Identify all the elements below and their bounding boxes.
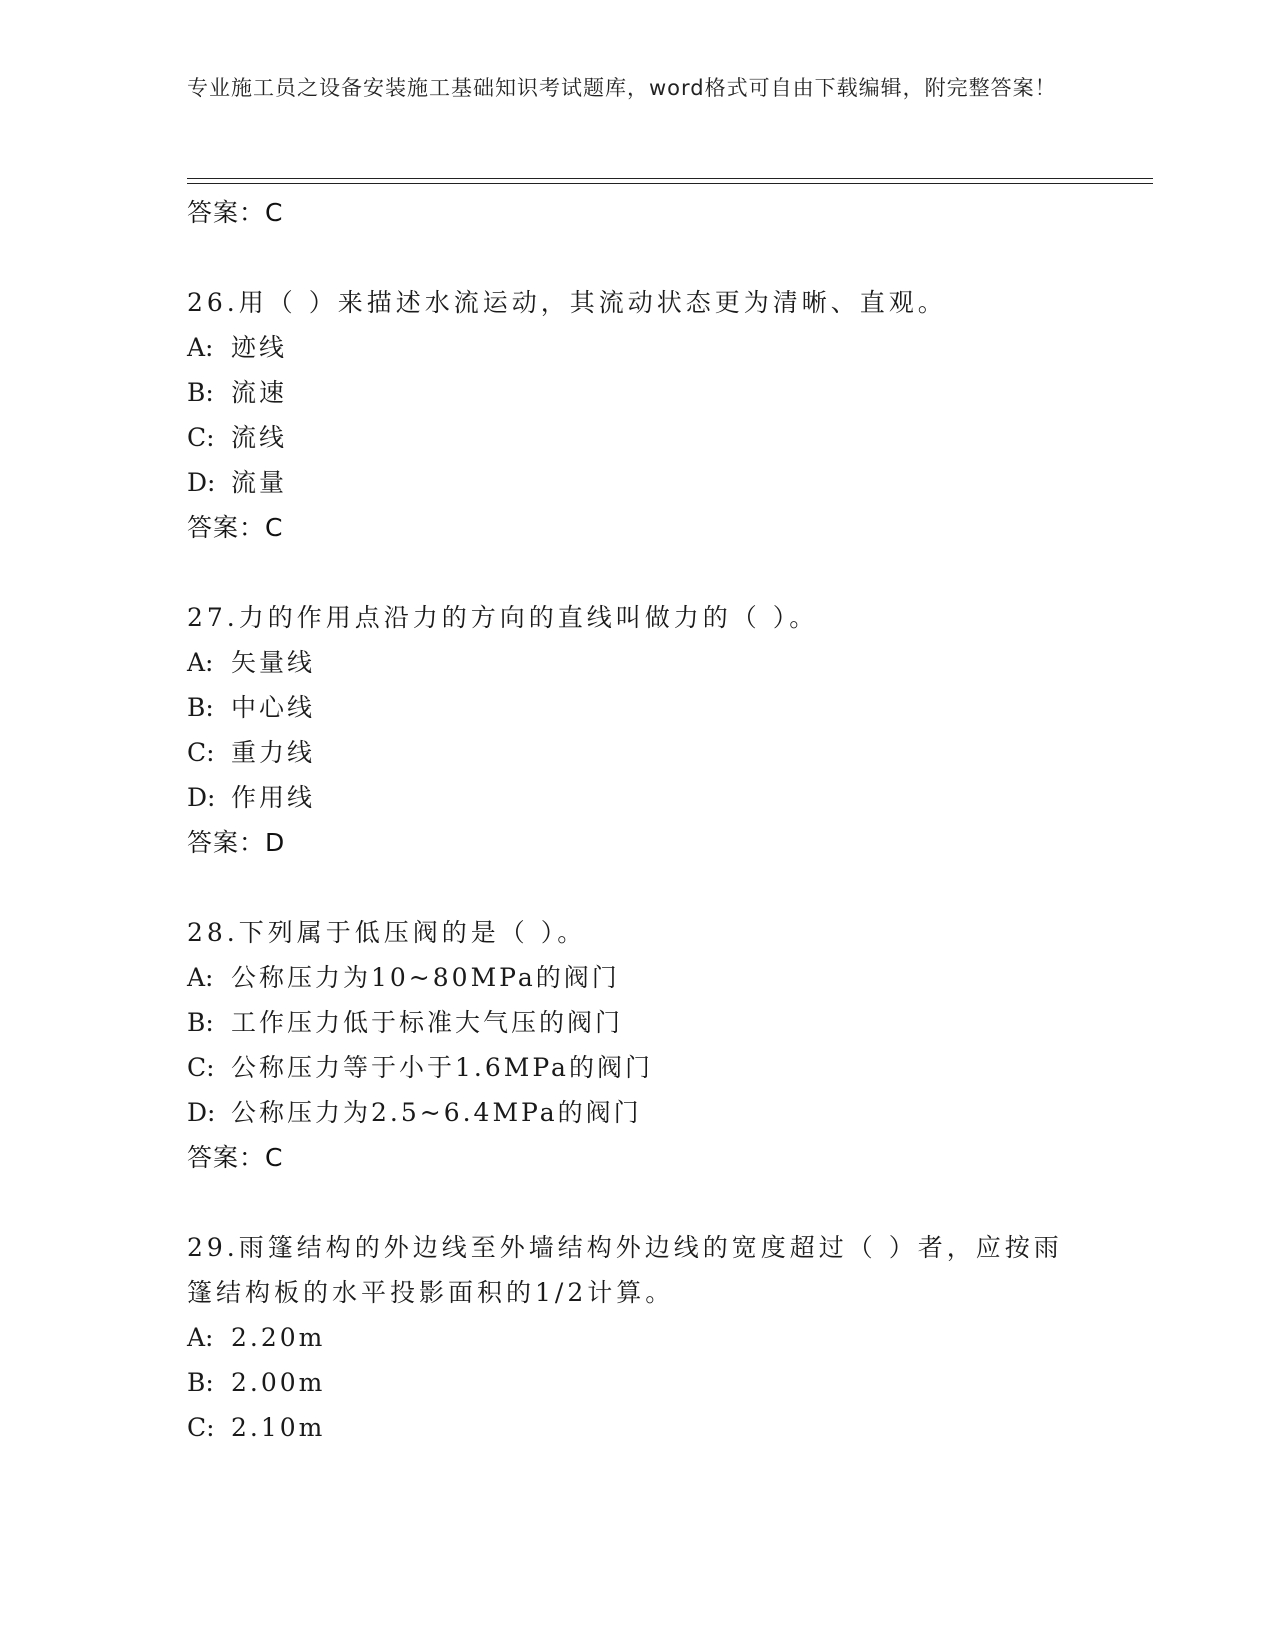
document-header: 专业施工员之设备安装施工基础知识考试题库，word格式可自由下载编辑，附完整答案！ (187, 76, 1057, 100)
option-a (187, 955, 1147, 1000)
option-c (187, 1405, 1147, 1450)
option-text: 流速 (231, 378, 288, 407)
option-label: C: (187, 423, 215, 452)
option-text: 流线 (231, 423, 288, 452)
option-label: C: (187, 738, 215, 767)
option-c (187, 1045, 1147, 1090)
option-label: B: (187, 1368, 214, 1397)
option-label: C: (187, 1413, 215, 1442)
option-label: A: (187, 963, 214, 992)
option-text: 公称压力为2.5~6.4MPa的阀门 (231, 1098, 642, 1127)
option-label: A: (187, 648, 214, 677)
option-c (187, 415, 1147, 460)
answer-line: 答案：D (187, 828, 286, 857)
option-a (187, 325, 1147, 370)
question-text: 27.力的作用点沿力的方向的直线叫做力的（ ）。 (187, 603, 819, 632)
option-text: 2.00m (231, 1368, 326, 1397)
header-rule-top (187, 178, 1153, 179)
option-text: 中心线 (231, 693, 316, 722)
option-a (187, 640, 1147, 685)
option-d (187, 1090, 1147, 1135)
option-d (187, 775, 1147, 820)
option-text: 2.10m (231, 1413, 326, 1442)
option-label: B: (187, 1008, 214, 1037)
option-label: A: (187, 1323, 214, 1352)
option-text: 作用线 (231, 783, 316, 812)
option-label: C: (187, 1053, 215, 1082)
spacer (187, 235, 1147, 280)
option-label: A: (187, 333, 214, 362)
header-rule-bottom (187, 183, 1153, 184)
question-list (187, 190, 1147, 1450)
answer-line: 答案：C (187, 1143, 284, 1172)
option-text: 公称压力等于小于1.6MPa的阀门 (231, 1053, 653, 1082)
option-label: D: (187, 1098, 216, 1127)
option-text: 迹线 (231, 333, 288, 362)
option-text: 重力线 (231, 738, 316, 767)
option-c (187, 730, 1147, 775)
option-text: 流量 (231, 468, 288, 497)
question-text: 28.下列属于低压阀的是（ ）。 (187, 918, 587, 947)
spacer (187, 865, 1147, 910)
option-b (187, 1360, 1147, 1405)
option-text: 2.20m (231, 1323, 326, 1352)
option-label: D: (187, 468, 216, 497)
question-text: 29.雨篷结构的外边线至外墙结构外边线的宽度超过（ ）者，应按雨篷结构板的水平投影面积的1/2计算。 (187, 1233, 1063, 1307)
answer-line: 答案：C (187, 198, 284, 227)
option-text: 矢量线 (231, 648, 316, 677)
spacer (187, 550, 1147, 595)
spacer (187, 1180, 1147, 1225)
option-a (187, 1315, 1147, 1360)
option-b (187, 1000, 1147, 1045)
option-d (187, 460, 1147, 505)
option-text: 工作压力低于标准大气压的阀门 (231, 1008, 624, 1037)
option-label: D: (187, 783, 216, 812)
question-text: 26.用（ ）来描述水流运动，其流动状态更为清晰、直观。 (187, 288, 947, 317)
option-label: B: (187, 693, 214, 722)
option-text: 公称压力为10~80MPa的阀门 (231, 963, 620, 992)
option-b (187, 685, 1147, 730)
option-label: B: (187, 378, 214, 407)
option-b (187, 370, 1147, 415)
answer-line: 答案：C (187, 513, 284, 542)
